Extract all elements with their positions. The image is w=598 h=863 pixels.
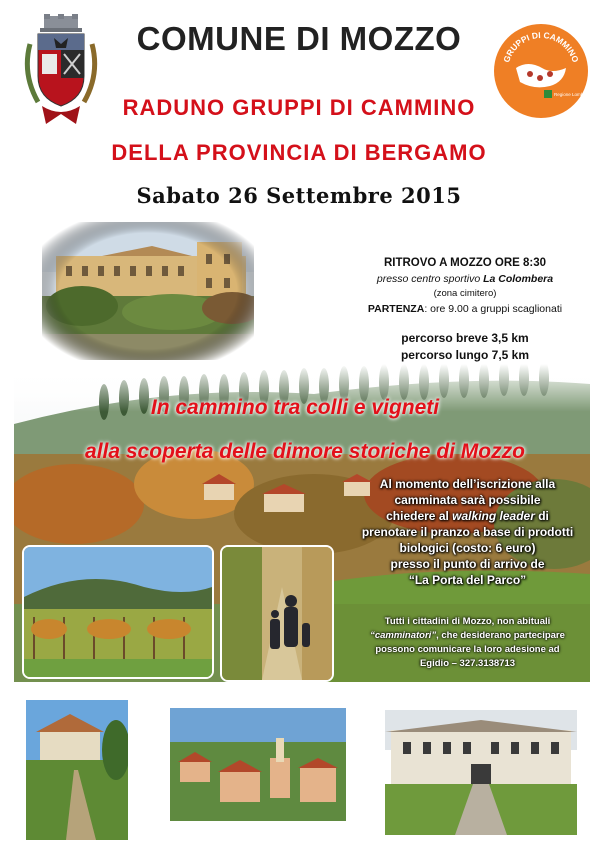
subtitle-line-1: RADUNO GRUPPI DI CAMMINO: [122, 95, 476, 120]
departure-label: PARTENZA: [367, 303, 425, 315]
village-view-photo: [160, 702, 356, 827]
historic-mansion-photo: [385, 710, 577, 835]
lunch-line-3-suffix: di: [534, 509, 549, 523]
walkers-photo: [220, 545, 334, 682]
citizens-line-1: Tutti i cittadini di Mozzo, non abituali: [384, 616, 551, 627]
lunch-line-6: presso il punto di arrivo de: [390, 557, 545, 571]
contact-phone: Egidio – 327.3138713: [419, 658, 516, 669]
vineyard-photo: [22, 545, 214, 679]
lunch-line-7: “La Porta del Parco”: [408, 573, 527, 587]
departure: [330, 303, 598, 315]
lunch-line-3: [345, 508, 590, 524]
citizens-line-2-suffix: , che desiderano partecipare: [436, 630, 565, 641]
meeting-place-name: La Colombera: [483, 273, 554, 285]
meeting-place: [350, 273, 580, 285]
lunch-line-2: camminata sarà possibile: [394, 493, 541, 507]
route-short: percorso breve 3,5 km: [401, 331, 529, 345]
lunch-line-5: biologici (costo: 6 euro): [399, 541, 536, 555]
citizens-info: [345, 615, 590, 671]
citizens-line-2: [345, 629, 590, 643]
lunch-line-3-prefix: chiedere al: [386, 509, 453, 523]
route-long: percorso lungo 7,5 km: [400, 348, 530, 362]
event-date: Sabato 26 Settembre 2015: [136, 183, 462, 208]
citizens-line-3: possono comunicare la loro adesione ad: [375, 644, 560, 655]
camminatori-text: “camminatori”: [370, 630, 437, 641]
tagline-line-1: In cammino tra colli e vigneti: [150, 396, 440, 419]
walking-leader-text: walking leader: [452, 509, 535, 523]
page-title: COMUNE DI MOZZO: [136, 20, 462, 57]
meeting-place-prefix: presso centro sportivo: [376, 273, 484, 285]
lunch-info: [345, 476, 590, 588]
tagline-line-2: alla scoperta delle dimore storiche di Mozzo: [85, 440, 525, 463]
country-road-photo: [26, 700, 128, 840]
logo-small-text: Regione Lombar: [554, 92, 588, 97]
meeting-note: (zona cimitero): [433, 288, 497, 299]
departure-text: : ore 9.00 a gruppi scaglionati: [424, 303, 563, 315]
logo-ring-text: GRUPPI DI CAMMINO: [501, 29, 581, 64]
meeting-time: RITROVO A MOZZO ORE 8:30: [383, 257, 547, 269]
lunch-line-4: prenotare il pranzo a base di prodotti: [361, 525, 574, 539]
villa-photo: [42, 222, 254, 360]
lunch-line-1: Al momento dell’iscrizione alla: [379, 477, 556, 491]
subtitle-line-2: DELLA PROVINCIA DI BERGAMO: [111, 140, 487, 165]
